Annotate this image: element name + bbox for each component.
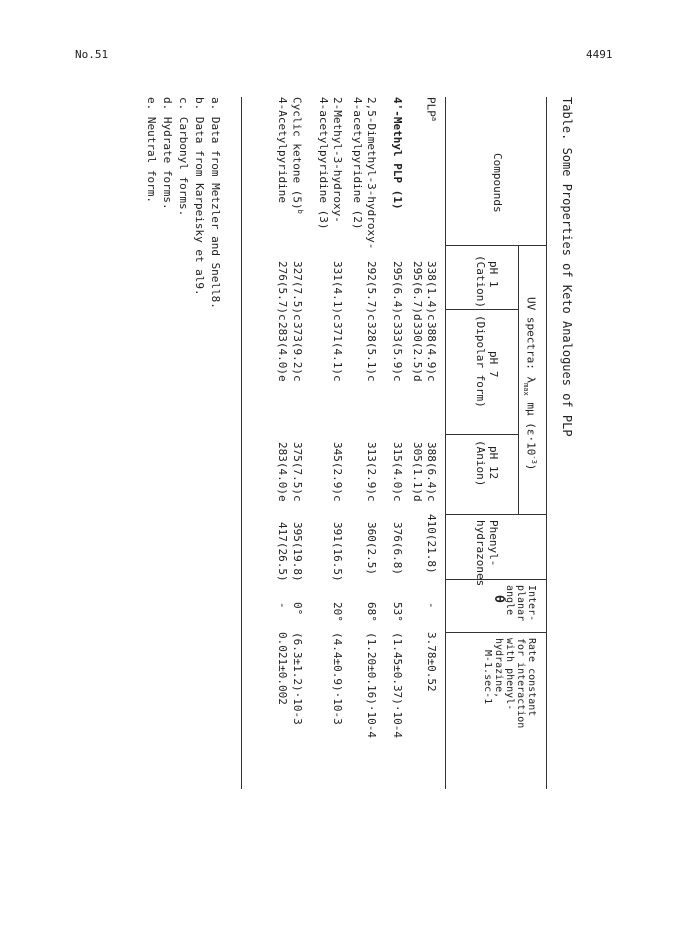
- uv-subrule: [518, 245, 519, 514]
- row-ph1: 292(5.7)c: [365, 261, 378, 321]
- row-ph7: 371(4.1)c: [331, 322, 344, 382]
- row-rate: 0.021±0.002: [276, 632, 289, 705]
- row-ph12: 375(7.5)c: [291, 442, 304, 502]
- row-ph12: 315(4.0)c: [391, 442, 404, 502]
- row-angle: 20°: [331, 602, 344, 622]
- row-phenylhydrazone: 417(26.5): [276, 522, 289, 582]
- row-ph7: 328(5.1)c: [365, 322, 378, 382]
- row-compound: 4-Acetylpyridine: [276, 97, 289, 203]
- row-rate: (6.3±1.2)·10-3: [291, 632, 304, 725]
- footnote: d. Hydrate forms.: [161, 97, 174, 210]
- row-rate: (4.4±0.9)·10-3: [331, 632, 344, 725]
- row-rate: (1.20±0.16)·10-4: [365, 632, 378, 738]
- header-compounds: Compounds: [491, 153, 504, 213]
- page-number: 4491: [586, 48, 613, 61]
- row-rate: (1.45±0.37)·10-4: [391, 632, 404, 738]
- row-ph1: 338(1.4)c 295(6.7)d: [411, 261, 438, 321]
- row-compound: Cyclic ketone $(5)^b$: [290, 97, 304, 214]
- row-compound: 2,5-Dimethyl-3-hydroxy- 4-acetylpyridine (2): [351, 97, 378, 250]
- row-rate: 3.78±0.52: [425, 632, 438, 692]
- row-phenylhydrazone: 410(21.8): [425, 514, 438, 574]
- footnote: b. Data from Karpeisky et al9.: [193, 97, 206, 296]
- sep-ph1: [446, 309, 519, 310]
- row-ph7: 333(5.9)c: [391, 322, 404, 382]
- row-phenylhydrazone: 391(16.5): [331, 522, 344, 582]
- row-ph12: 283(4.0)e: [276, 442, 289, 502]
- bottom-rule: [241, 97, 242, 789]
- row-ph7: 373(9.2)c: [291, 322, 304, 382]
- sep-compounds: [446, 245, 547, 246]
- top-rule: [546, 97, 547, 789]
- row-ph12: 313(2.9)c: [365, 442, 378, 502]
- row-angle: 0°: [291, 602, 304, 616]
- header-interplanar: Inter- planar angle θ: [491, 585, 537, 622]
- row-ph12: 388(6.4)c 305(1.1)d: [411, 442, 438, 502]
- row-angle: -: [276, 602, 289, 609]
- row-angle: 53°: [391, 602, 404, 622]
- header-ph12: pH 12 (Anion): [474, 440, 500, 487]
- table-title: Table. Some Properties of Keto Analogues of PLP: [560, 97, 574, 437]
- sep-angle: [446, 632, 547, 633]
- sep-ph7: [446, 434, 519, 435]
- row-ph1: 295(6.4)c: [391, 261, 404, 321]
- row-ph1: 276(5.7)c: [276, 261, 289, 321]
- row-compound: 2-Methyl-3-hydroxy- 4-acetylpyridine (3): [317, 97, 344, 230]
- row-compound: PLP$^a$: [424, 97, 438, 122]
- row-phenylhydrazone: 395(19.8): [291, 522, 304, 582]
- header-ph7: pH 7 (Dipolar form): [474, 315, 500, 408]
- row-angle: -: [425, 602, 438, 609]
- row-ph12: 345(2.9)c: [331, 442, 344, 502]
- row-ph7: 388(4.9)c 330(2.5)d: [411, 322, 438, 382]
- footnote: c. Carbonyl forms.: [177, 97, 190, 217]
- row-ph1: 331(4.1)c: [331, 261, 344, 321]
- sep-ph12: [446, 514, 547, 515]
- journal-issue: No.51: [75, 48, 109, 61]
- footnote: a. Data from Metzler and Snell8.: [209, 97, 222, 309]
- header-phenyl: Phenyl- hydrazones: [474, 520, 500, 587]
- footnotes: [143, 97, 223, 309]
- header-rule: [445, 97, 446, 789]
- rotated-table-region: [113, 97, 573, 797]
- header-rate-constant: Rate constant for interaction with phenyl- hydrazine, M-1.sec-1: [482, 638, 537, 729]
- footnote: e. Neutral form.: [145, 97, 158, 203]
- header-uv-spectra: UV spectra: $\lambda_{max}$ mμ $(\varepsilon\cdot 10^{-3})$: [522, 297, 538, 471]
- row-ph1: 327(7.5)c: [291, 261, 304, 321]
- row-phenylhydrazone: 376(6.8): [391, 522, 404, 575]
- row-angle: 68°: [365, 602, 378, 622]
- header-ph1: pH 1 (Cation): [474, 255, 500, 308]
- row-compound: 4'-Methyl PLP (1): [391, 97, 404, 210]
- row-ph7: 283(4.0)e: [276, 322, 289, 382]
- row-phenylhydrazone: 360(2.5): [365, 522, 378, 575]
